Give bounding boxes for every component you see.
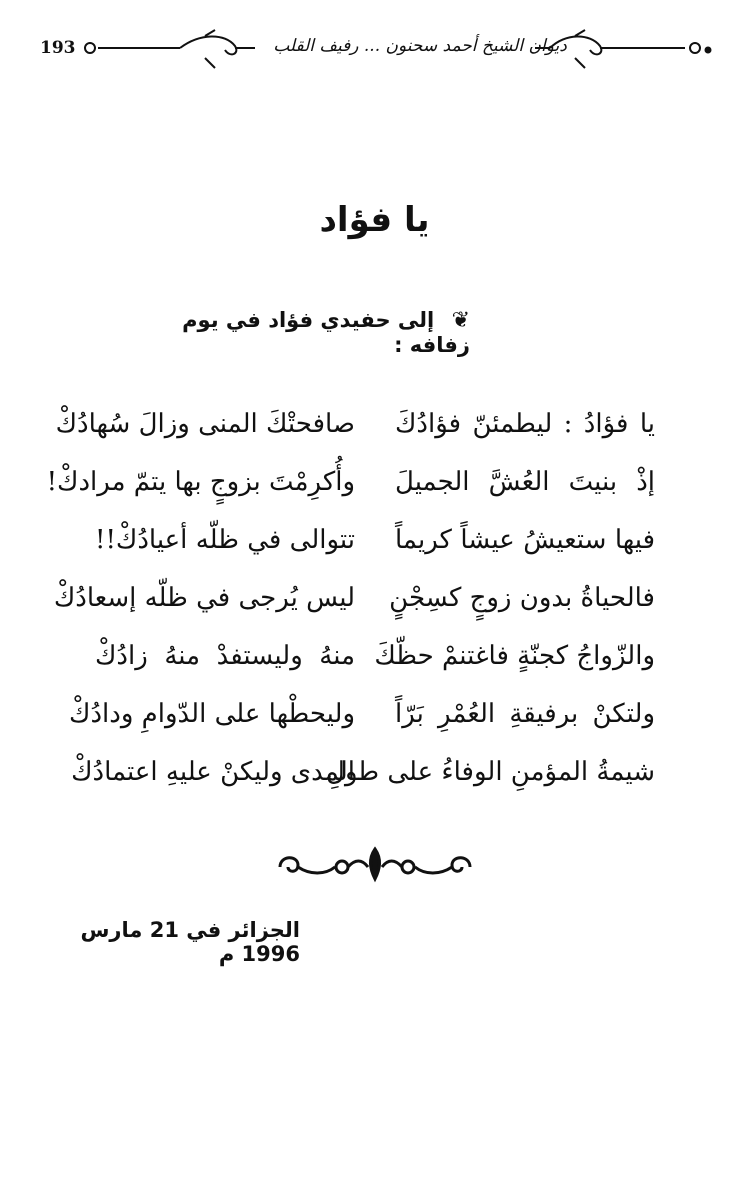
dedication — [150, 308, 470, 357]
verse-7 — [71, 743, 655, 801]
verse-first-hemistich: فيها ستعيشُ عيشاً كريماً — [395, 525, 655, 555]
date-line: الجزائر في 21 مارس 1996 م — [80, 918, 300, 966]
dedication-text: إلى حفيدي فؤاد في يوم زفافه : — [182, 308, 470, 357]
verse-second-hemistich: تتوالى في ظلّه أعيادُكْ!! — [95, 525, 355, 555]
scroll-ornament-divider — [270, 845, 480, 885]
verse-3 — [95, 511, 655, 569]
verse-first-hemistich: يا فؤادُ : ليطمئنّ فؤادُكَ — [395, 409, 655, 439]
verse-second-hemistich: ليس يُرجى في ظلّه إسعادُكْ — [53, 583, 355, 613]
verse-second-hemistich: صافحتْكَ المنى وزالَ سُهادُكْ — [55, 409, 355, 439]
verse-second-hemistich: وليحطْها على الدّوامِ ودادُكْ — [69, 699, 355, 729]
leaf-ornament-icon: ❦ — [451, 308, 470, 333]
verse-second-hemistich: منهُ وليستفدْ منهُ زادُكْ — [95, 641, 355, 671]
verse-4 — [53, 569, 655, 627]
poem-title: يا فؤاد — [319, 200, 430, 240]
verse-2 — [46, 453, 655, 511]
verse-first-hemistich: فالحياةُ بدون زوجٍ كسِجْنٍ — [389, 583, 655, 613]
verse-first-hemistich: إذْ بنيتَ العُشَّ الجميلَ — [395, 467, 655, 497]
running-title: ديوان الشيخ أحمد سحنون ... رفيف القلب — [273, 36, 567, 56]
verse-5 — [95, 627, 655, 685]
verse-first-hemistich: ولتكنْ برفيقةِ العُمْرِ بَرّاً — [395, 699, 655, 729]
page-header — [30, 28, 720, 72]
verse-second-hemistich: المدى وليكنْ عليهِ اعتمادُكْ — [71, 757, 355, 787]
verse-1 — [55, 395, 655, 453]
poem-verses — [46, 395, 655, 801]
verse-6 — [69, 685, 655, 743]
verse-first-hemistich: والزّواجُ كجنّةٍ فاغتنمْ حظّكَ — [374, 641, 655, 671]
verse-first-hemistich: شيمةُ المؤمنِ الوفاءُ على طولِ — [326, 757, 655, 787]
verse-second-hemistich: وأُكرِمْتَ بزوجٍ بها يتمّ مرادكْ! — [46, 467, 355, 497]
page-number: 193 — [40, 38, 76, 58]
